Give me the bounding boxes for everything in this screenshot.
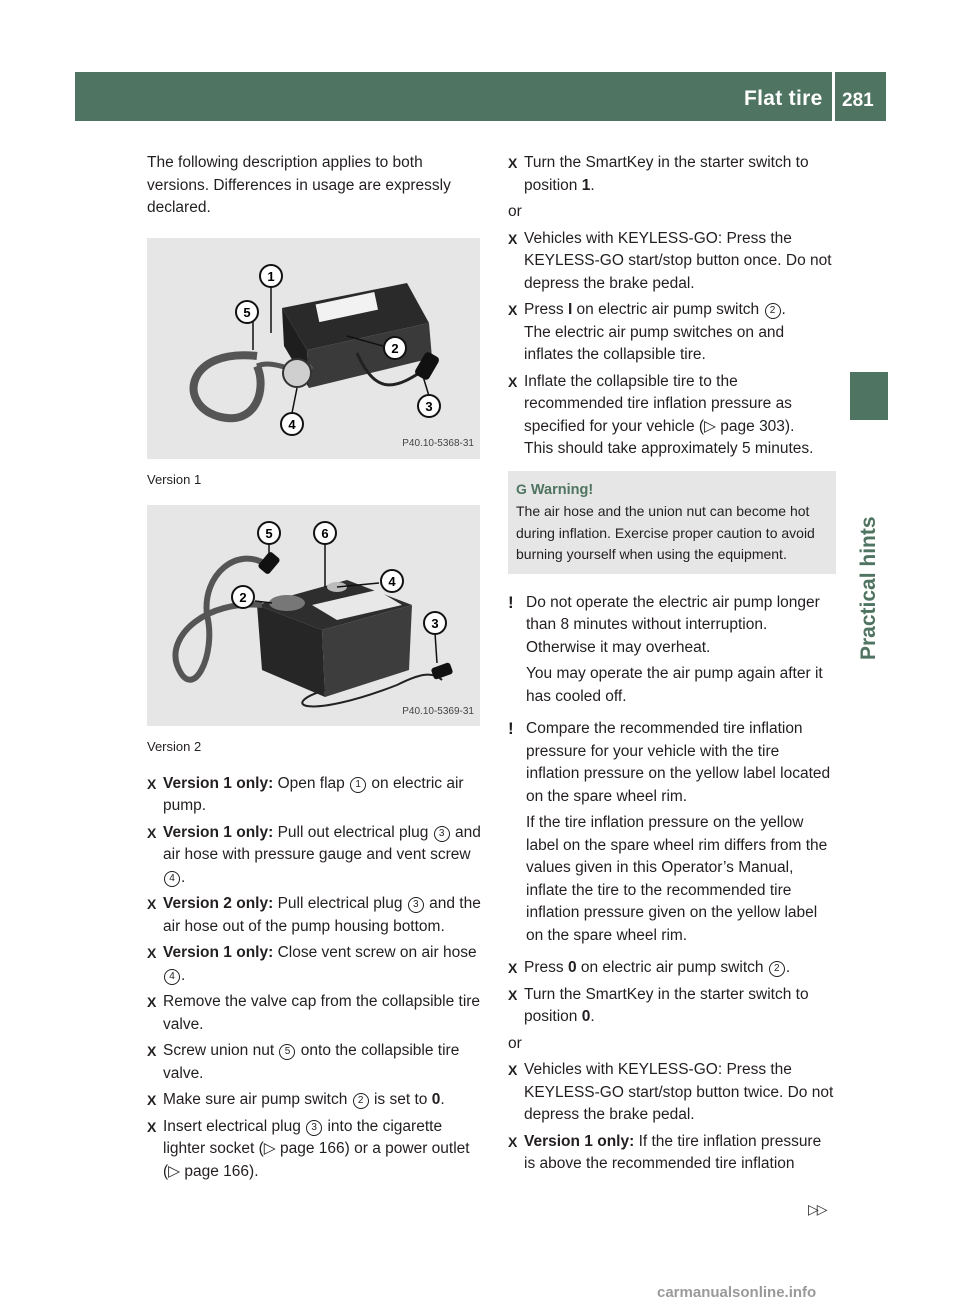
step-press-on (508, 299, 836, 367)
warning-icon: G (516, 480, 527, 497)
step-keyless-twice (508, 1059, 836, 1127)
step-bullet: X (147, 1043, 157, 1059)
step-qualifier: Version 2 only: (163, 895, 274, 912)
callout-ref: 3 (306, 1120, 322, 1136)
step-text: . (181, 868, 186, 886)
step-turn-key-0 (508, 984, 836, 1029)
step-result: This should take approximately 5 minutes. (524, 440, 814, 457)
step-inflate (508, 371, 836, 461)
step-text: Press (524, 301, 568, 318)
key-position: 1 (581, 176, 591, 194)
step-text: . (440, 1091, 445, 1108)
callout-ref: 4 (164, 871, 180, 887)
callout-5: 5 (243, 304, 251, 320)
step-text: Insert electrical plug (163, 1117, 306, 1135)
step-bullet: X (508, 960, 518, 976)
note-text: You may operate the air pump again after it has cooled off. (526, 665, 823, 705)
compressor-illustration-2 (147, 505, 480, 726)
switch-value: I (567, 301, 573, 318)
callout-ref: 3 (434, 826, 450, 842)
step-bullet: X (147, 775, 157, 792)
switch-value: 0 (431, 1091, 441, 1108)
callout-ref: 2 (353, 1093, 369, 1109)
step-text: Vehicles with KEYLESS-GO: Press the KEYLESS-GO start/stop button once. Do not depress the brake pedal. (524, 229, 832, 292)
left-column (147, 152, 482, 1187)
callout-ref: 2 (769, 961, 785, 977)
warning-box (508, 471, 836, 574)
step-bullet: X (508, 302, 518, 318)
step-text: . (590, 176, 595, 194)
step-keyless-once (508, 228, 836, 296)
step-qualifier: Version 1 only: (163, 823, 274, 841)
step-text: Pull out electrical plug (273, 823, 433, 841)
step-bullet: X (147, 1092, 157, 1108)
key-position: 0 (581, 1008, 591, 1025)
continued-icon: ▷▷ (808, 1201, 826, 1217)
compressor-illustration-1 (147, 238, 480, 459)
step-text: is set to (369, 1091, 432, 1108)
step-text: Make sure air pump switch (163, 1091, 352, 1108)
note-pressure (508, 718, 836, 947)
step-text: . (785, 959, 791, 976)
step-text: onto the collapsible tire valve. (163, 1042, 460, 1082)
step-text: If the tire inflation pressure is above the recommended tire inflation (524, 1132, 822, 1172)
step-text: Open flap (273, 774, 350, 792)
figure-version-1 (147, 238, 480, 459)
step-qualifier: Version 1 only: (524, 1132, 635, 1150)
step-close-vent (147, 942, 482, 987)
or-separator: or (508, 203, 522, 220)
step-bullet: X (508, 986, 518, 1003)
step-open-flap (147, 773, 482, 818)
right-column (508, 152, 836, 1180)
callout-4: 4 (388, 574, 396, 589)
step-text: Press (524, 959, 568, 976)
callout-2: 2 (239, 590, 247, 605)
step-bullet: X (147, 824, 157, 841)
callout-ref: 4 (164, 969, 180, 985)
step-text: Turn the SmartKey in the starter switch to position (524, 154, 809, 194)
step-bullet: X (508, 155, 518, 171)
or-separator: or (508, 1034, 522, 1052)
callout-6: 6 (321, 526, 329, 541)
callout-2: 2 (391, 340, 399, 356)
step-text: on electric air pump switch (576, 959, 768, 976)
caution-icon: ! (508, 719, 514, 738)
section-title: Flat tire (744, 87, 823, 110)
step-bullet: X (147, 994, 157, 1010)
watermark: carmanualsonline.info (657, 1284, 817, 1301)
step-text: Screw union nut (163, 1042, 279, 1059)
callout-5: 5 (265, 526, 273, 541)
note-text: If the tire inflation pressure on the yellow label on the spare wheel rim differs from the values given in this Operator’s Manual, inflate the tire to the recommended tire inflation pressure given on the yellow label on the spare wheel rim. (526, 814, 828, 944)
callout-3: 3 (431, 616, 439, 631)
figure-code-2: P40.10-5369-31 (402, 705, 474, 717)
callout-3: 3 (425, 398, 433, 414)
step-qualifier: Version 1 only: (163, 944, 274, 961)
step-press-off (508, 957, 836, 980)
step-qualifier: Version 1 only: (163, 774, 274, 792)
step-result: The electric air pump switches on and inflates the collapsible tire. (524, 323, 785, 363)
step-check-switch (147, 1089, 482, 1112)
callout-ref: 5 (279, 1044, 295, 1060)
step-bullet: X (147, 945, 157, 961)
caption-version-1: Version 1 (147, 471, 202, 487)
step-text: . (181, 966, 186, 984)
warning-text: The air hose and the union nut can become hot during inflation. Exercise proper caution to avoid burning yourself when using the equipment. (516, 503, 815, 562)
note-text: Do not operate the electric air pump longer than 8 minutes without interruption. Otherwise it may overheat. (526, 593, 820, 656)
step-insert-plug (147, 1116, 482, 1184)
step-version-2-plug (147, 893, 482, 938)
step-text: and the air hose out of the pump housing bottom. (163, 895, 481, 935)
step-screw-nut (147, 1040, 482, 1085)
step-text: . (590, 1008, 595, 1025)
chapter-tab: Practical hints (857, 516, 880, 660)
step-text: and air hose with pressure gauge and vent screw (163, 823, 481, 863)
callout-ref: 1 (350, 777, 366, 793)
step-bullet: X (508, 1062, 518, 1078)
note-runtime (508, 592, 836, 709)
step-turn-key-1 (508, 152, 836, 197)
step-text: Remove the valve cap from the collapsible tire valve. (163, 993, 481, 1033)
figure-code-1: P40.10-5368-31 (402, 438, 474, 449)
callout-1: 1 (267, 268, 275, 284)
header-separator (832, 72, 835, 121)
step-bullet: X (508, 230, 518, 247)
caution-icon: ! (508, 592, 514, 612)
page-number: 281 (842, 90, 874, 111)
step-bullet: X (147, 896, 157, 912)
warning-title: Warning! (530, 481, 594, 498)
callout-ref: 3 (408, 897, 424, 913)
step-text: Pull electrical plug (273, 895, 407, 912)
step-pull-plug (147, 822, 482, 890)
step-text: on electric air pump. (163, 774, 464, 814)
step-text: Inflate the collapsible tire to the recommended tire inflation pressure as specified for your vehicle (▷ page 303). (524, 372, 795, 435)
step-text: . (781, 301, 786, 318)
step-text: Vehicles with KEYLESS-GO: Press the KEYLESS-GO start/stop button twice. Do not depress the brake pedal. (524, 1061, 834, 1123)
caption-version-2: Version 2 (147, 739, 202, 754)
step-text: on electric air pump switch (572, 301, 764, 318)
step-bullet: X (508, 373, 518, 390)
step-remove-cap (147, 991, 482, 1036)
callout-ref: 2 (765, 303, 781, 319)
step-text: into the cigarette lighter socket (▷ page 166) or a power outlet (▷ page 166). (163, 1117, 470, 1180)
figure-version-2 (147, 505, 480, 726)
step-bullet: X (508, 1133, 518, 1150)
step-text: Turn the SmartKey in the starter switch to position (524, 985, 809, 1025)
switch-value: 0 (567, 959, 577, 976)
step-bullet: X (147, 1118, 157, 1135)
step-pressure-check (508, 1131, 836, 1176)
step-text: Close vent screw on air hose (273, 944, 477, 961)
note-text: Compare the recommended tire inflation pressure for your vehicle with the tire inflation pressure on the yellow label located on the spare wheel rim. (526, 720, 831, 805)
callout-4: 4 (288, 416, 296, 432)
warning-heading (516, 479, 828, 502)
intro-paragraph: The following description applies to both versions. Differences in usage are expressly declared. (147, 154, 451, 216)
side-block (850, 372, 888, 420)
